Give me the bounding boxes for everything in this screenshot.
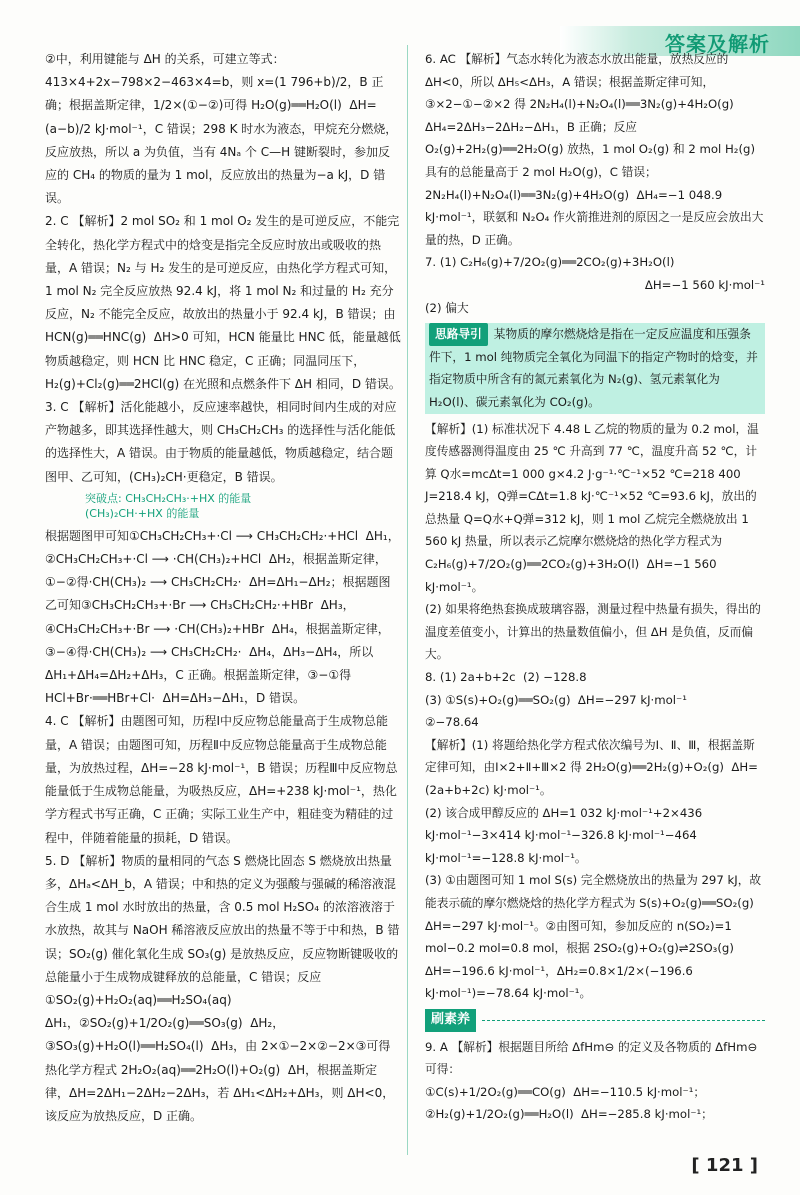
thinking-guide-label: 思路导引 (429, 323, 488, 346)
breakthrough-note (45, 491, 401, 521)
thinking-guide-box (425, 323, 765, 413)
answer-block-9: 9. A 【解析】根据题目所给 ΔfHm⊖ 的定义及各物质的 ΔfHm⊖ 可得： (425, 1039, 761, 1077)
answer-8-analysis: 【解析】(1) 将题给热化学方程式依次编号为Ⅰ、Ⅱ、Ⅲ，根据盖斯定律可知，由Ⅰ×2+Ⅱ+Ⅲ×2 得 2H₂O(g)══2H₂(g)+O₂(g) ΔH=(2a+b+2c) kJ·mol⁻¹。 (425, 737, 758, 797)
page-number-value: 121 (705, 1155, 744, 1176)
answer-8-line2: (3) ①S(s)+O₂(g)══SO₂(g) ΔH=−297 kJ·mol⁻¹ (425, 692, 687, 707)
answer-7-analysis: 【解析】(1) 标准状况下 4.48 L 乙烷的物质的量为 0.2 mol，温度传感器测得温度由 25 ℃ 升高到 77 ℃，温度升高 52 ℃，计算 Q水=mcΔt=1 000 g×4.2 J·g⁻¹·℃⁻¹×52 ℃=218 400 J=218.4 kJ，Q弹=CΔt=1.8 kJ·℃⁻¹×52 ℃=93.6 kJ，放出的总热量 Q=Q水+Q弹=312 kJ，则 1 mol 乙烷完全燃烧放出 1 560 kJ 热量，所以表示乙烷摩尔燃烧焓的热化学方程式为 C₂H₆(g)+7/2O₂(g)══2CO₂(g)+3H₂O(l) ΔH=−1 560 kJ·mol⁻¹。 (425, 421, 759, 594)
section-dashed-line (482, 1020, 765, 1021)
answer-8-analysis-2: (2) 该合成甲醇反应的 ΔH=1 032 kJ·mol⁻¹+2×436 kJ·mol⁻¹−3×414 kJ·mol⁻¹−326.8 kJ·mol⁻¹−464 kJ·mol⁻¹=−128.8 kJ·mol⁻¹。 (425, 805, 706, 865)
answer-block-3: 3. C 【解析】活化能越小，反应速率越快，相同时间内生成的对应产物越多，即其选择性越大，则 CH₃CH₂CH₃ 的选择性与活化能低的选择性大，A 错误。由于物质的能量越低，物质越稳定，结合题图甲、乙可知，(CH₃)₂CH·更稳定，B 错误。 (45, 400, 397, 484)
answer-8-analysis-3: (3) ①由题图可知 1 mol S(s) 完全燃烧放出的热量为 297 kJ，故能表示硫的摩尔燃烧焓的热化学方程式为 S(s)+O₂(g)══SO₂(g) ΔH=−297 kJ·mol⁻¹。②由图可知，参加反应的 n(SO₂)=1 mol−0.2 mol=0.8 mol，根据 2SO₂(g)+O₂(g)⇌2SO₃(g) ΔH=−196.6 kJ·mol⁻¹，ΔH₂=0.8×1/2×(−196.6 kJ·mol⁻¹)=−78.64 kJ·mol⁻¹。 (425, 873, 762, 1001)
answer-9-eq1: ①C(s)+1/2O₂(g)══CO(g) ΔH=−110.5 kJ·mol⁻¹； (425, 1084, 706, 1099)
answer-9-eq2: ②H₂(g)+1/2O₂(g)══H₂O(l) ΔH=−285.8 kJ·mol⁻¹； (425, 1107, 713, 1122)
answer-block-4: 4. C 【解析】由题图可知，历程Ⅰ中反应物总能量高于生成物总能量，A 错误；由题图可知，历程Ⅱ中反应物总能量高于生成物总能量，为放热过程，ΔH=−28 kJ·mol⁻¹，B 错误；历程Ⅲ中反应物总能量低于生成物总能量，为吸热反应，ΔH=+238 kJ·mol⁻¹，热化学方程式书写正确，C 正确；实际工业生产中，粗硅变为精硅的过程中，伴随着能量的损耗，D 错误。 (45, 714, 398, 845)
left-column (45, 48, 401, 1128)
column-divider (407, 45, 408, 1155)
answer-7-dh: ΔH=−1 560 kJ·mol⁻¹ (644, 277, 765, 292)
answer-block-5-cont: ΔH₁，②SO₂(g)+1/2O₂(g)══SO₃(g) ΔH₂，③SO₃(g)+H₂O(l)══H₂SO₄(l) ΔH₃，由 2×①−2×②−2×③可得热化学方程式 2H₂O₂(aq)══2H₂O(l)+O₂(g) ΔH，根据盖斯定律，ΔH=2ΔH₁−2ΔH₂−2ΔH₃，若 ΔH₁<ΔH₂+ΔH₃，则 ΔH<0，该反应为放热反应，D 正确。 (45, 1016, 395, 1123)
thinking-guide-text: 某物质的摩尔燃烧焓是指在一定反应温度和压强条件下，1 mol 纯物质完全氧化为同温下的指定产物时的焓变，并指定物质中所含有的氮元素氧化为 N₂(g)、氢元素氧化为 H₂O(l)、碳元素氧化为 CO₂(g)。 (429, 327, 758, 409)
answer-block-3-cont: 根据题图甲可知①CH₃CH₂CH₃+·Cl ⟶ CH₃CH₂CH₂·+HCl ΔH₁，②CH₃CH₂CH₃+·Cl ⟶ ·CH(CH₃)₂+HCl ΔH₂，根据盖斯定律，①−②得·CH(CH₃)₂ ⟶ CH₃CH₂CH₂· ΔH=ΔH₁−ΔH₂；根据题图乙可知③CH₃CH₂CH₃+·Br ⟶ CH₃CH₂CH₂·+HBr ΔH₃，④CH₃CH₂CH₃+·Br ⟶ ·CH(CH₃)₂+HBr ΔH₄，根据盖斯定律，③−④得·CH(CH₃)₂ ⟶ CH₃CH₂CH₂· ΔH₄，ΔH₃−ΔH₄，所以 ΔH₁+ΔH₄=ΔH₂+ΔH₃，C 正确。根据盖斯定律，③−①得 HCl+Br·══HBr+Cl· ΔH=ΔH₃−ΔH₁，D 错误。 (45, 528, 400, 706)
breakthrough-line-1: 突破点: CH₃CH₂CH₃·+HX 的能量 (85, 491, 252, 505)
answer-block-5: 5. D 【解析】物质的量相同的气态 S 燃烧比固态 S 燃烧放出热量多，ΔHₐ<ΔH_b，A 错误；中和热的定义为强酸与强碱的稀溶液混合生成 1 mol 水时放出的热量，含 0.5 mol H₂SO₄ 的浓溶液溶于水放热，故其与 NaOH 稀溶液反应放出的热量不等于中和热，B 错误；SO₂(g) 催化氧化生成 SO₃(g) 是放热反应，反应物断键吸收的总能量小于生成物成键释放的总能量，C 错误；反应①SO₂(g)+H₂O₂(aq)══H₂SO₄(aq) (45, 853, 400, 1007)
answer-8-line3: ②−78.64 (425, 715, 479, 730)
answer-7-eq: 7. (1) C₂H₆(g)+7/2O₂(g)══2CO₂(g)+3H₂O(l) (425, 255, 675, 270)
page-number: [ 121 ] (691, 1155, 758, 1176)
right-column (425, 48, 765, 1126)
answer-7-part2: (2) 偏大 (425, 300, 469, 315)
answer-block-6: 6. AC 【解析】气态水转化为液态水放出能量，放热反应的 ΔH<0，所以 ΔH₅<ΔH₃，A 错误；根据盖斯定律可知，③×2−①−②×2 得 2N₂H₄(l)+N₂O₄(l)══3N₂(g)+4H₂O(g) ΔH₄=2ΔH₃−2ΔH₂−ΔH₁，B 正确；反应 O₂(g)+2H₂(g)══2H₂O(g) 放热，1 mol O₂(g) 和 2 mol H₂(g) 具有的总能量高于 2 mol H₂O(g)，C 错误；2N₂H₄(l)+N₂O₄(l)══3N₂(g)+4H₂O(g) ΔH₄=−1 048.9 kJ·mol⁻¹，联氨和 N₂O₄ 作火箭推进剂的原因之一是反应会放出大量的热，D 正确。 (425, 52, 764, 247)
section-bar (425, 1009, 765, 1032)
answer-8-line1: 8. (1) 2a+b+2c (2) −128.8 (425, 670, 587, 685)
answer-7-analysis-2: (2) 如果将绝热套换成玻璃容器，测量过程中热量有损失，得出的温度差值变小，计算出的热量数值偏小，但 ΔH 是负值，反而偏大。 (425, 602, 761, 662)
answer-block-1-cont: ②中，利用键能与 ΔH 的关系，可建立等式：413×4+2x−798×2−463×4=b，则 x=(1 796+b)/2，B 正确；根据盖斯定律，1/2×(①−②)可得 H₂O(g)══H₂O(l) ΔH=(a−b)/2 kJ·mol⁻¹，C 错误；298 K 时水为液态，甲烷充分燃烧，反应放热，所以 a 为负值，当有 4Nₐ 个 C—H 键断裂时，参加反应的 CH₄ 的物质的量为 1 mol，反应放出的热量为−a kJ，D 错误。 (45, 52, 398, 206)
breakthrough-line-2: (CH₃)₂CH·+HX 的能量 (85, 506, 200, 520)
answer-block-2: 2. C 【解析】2 mol SO₂ 和 1 mol O₂ 发生的是可逆反应，不能完全转化，热化学方程式中的焓变是指完全反应时放出或吸收的热量，A 错误；N₂ 与 H₂ 发生的是可逆反应，由热化学方程式可知，1 mol N₂ 完全反应放热 92.4 kJ，将 1 mol N₂ 和过量的 H₂ 充分反应，N₂ 不能完全反应，故放出的热量小于 92.4 kJ，B 错误；由 HCN(g)══HNC(g) ΔH>0 可知，HCN 能量比 HNC 低，能量越低物质越稳定，则 HCN 比 HNC 稳定，C 正确；同温同压下，H₂(g)+Cl₂(g)══2HCl(g) 在光照和点燃条件下 ΔH 相同，D 错误。 (45, 214, 401, 391)
section-label: 刷素养 (425, 1009, 476, 1032)
page-header-title: 答案及解析 (665, 32, 770, 56)
